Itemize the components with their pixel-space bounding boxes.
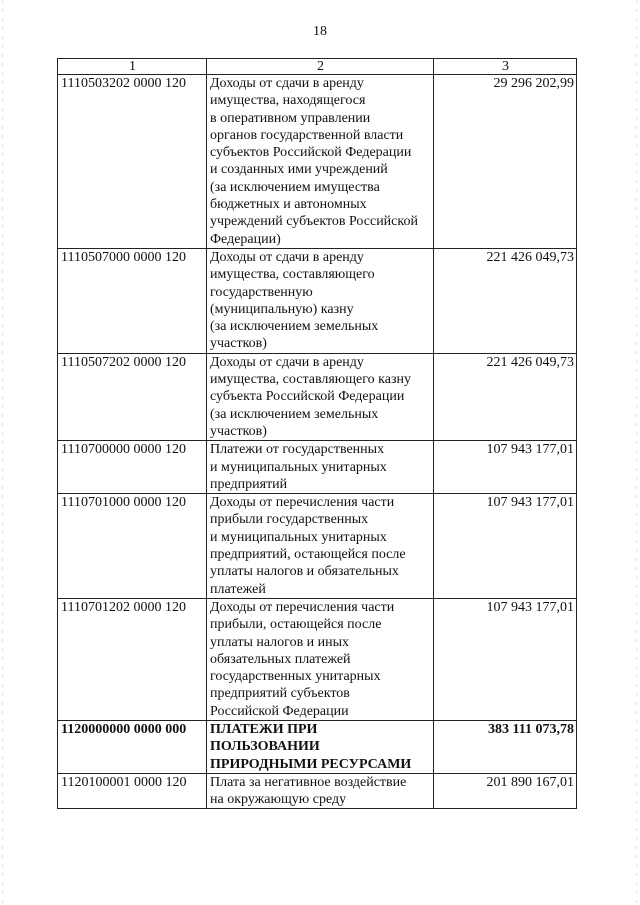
row-description: Доходы от сдачи в аренду имущества, составляющего государственную (муниципальную) казну (за исключением земельных участков) xyxy=(207,248,434,353)
row-amount: 201 890 167,01 xyxy=(434,773,577,809)
row-description: Доходы от сдачи в аренду имущества, составляющего казну субъекта Российской Федерации (за исключением земельных участков) xyxy=(207,353,434,440)
row-amount: 221 426 049,73 xyxy=(434,353,577,440)
row-code: 1110507000 0000 120 xyxy=(58,248,207,353)
scan-edge-right xyxy=(636,0,637,905)
table-row xyxy=(58,773,577,809)
table-header-row xyxy=(58,59,577,75)
row-code: 1110701000 0000 120 xyxy=(58,494,207,599)
table-row xyxy=(58,494,577,599)
row-code: 1120000000 0000 000 xyxy=(58,720,207,773)
row-description: Плата за негативное воздействие на окружающую среду xyxy=(207,773,434,809)
row-amount: 29 296 202,99 xyxy=(434,75,577,249)
column-header-description: 2 xyxy=(207,59,434,75)
row-amount: 107 943 177,01 xyxy=(434,441,577,494)
page-number: 18 xyxy=(313,24,327,39)
row-description: Доходы от сдачи в аренду имущества, находящегося в оперативном управлении органов государственной власти субъектов Российской Федерации и созданных ими учреждений (за исключением имущества бюджетных и автономных учреждений субъектов Российской Федерации) xyxy=(207,75,434,249)
table-row xyxy=(58,353,577,440)
row-code: 1110700000 0000 120 xyxy=(58,441,207,494)
row-code: 1110507202 0000 120 xyxy=(58,353,207,440)
table-row-section-total xyxy=(58,720,577,773)
row-amount: 107 943 177,01 xyxy=(434,598,577,720)
row-description: ПЛАТЕЖИ ПРИ ПОЛЬЗОВАНИИ ПРИРОДНЫМИ РЕСУРСАМИ xyxy=(207,720,434,773)
scan-edge-left xyxy=(2,0,3,905)
column-header-amount: 3 xyxy=(434,59,577,75)
row-amount: 221 426 049,73 xyxy=(434,248,577,353)
row-description: Доходы от перечисления части прибыли государственных и муниципальных унитарных предприятий, остающейся после уплаты налогов и обязательных платежей xyxy=(207,494,434,599)
row-code: 1120100001 0000 120 xyxy=(58,773,207,809)
row-amount: 107 943 177,01 xyxy=(434,494,577,599)
budget-revenue-table xyxy=(57,58,577,809)
row-code: 1110503202 0000 120 xyxy=(58,75,207,249)
table-row xyxy=(58,598,577,720)
row-description: Платежи от государственных и муниципальных унитарных предприятий xyxy=(207,441,434,494)
row-code: 1110701202 0000 120 xyxy=(58,598,207,720)
row-description: Доходы от перечисления части прибыли, остающейся после уплаты налогов и иных обязательных платежей государственных унитарных предприятий субъектов Российской Федерации xyxy=(207,598,434,720)
row-amount: 383 111 073,78 xyxy=(434,720,577,773)
table-row xyxy=(58,441,577,494)
column-header-code: 1 xyxy=(58,59,207,75)
table-row xyxy=(58,75,577,249)
table-row xyxy=(58,248,577,353)
